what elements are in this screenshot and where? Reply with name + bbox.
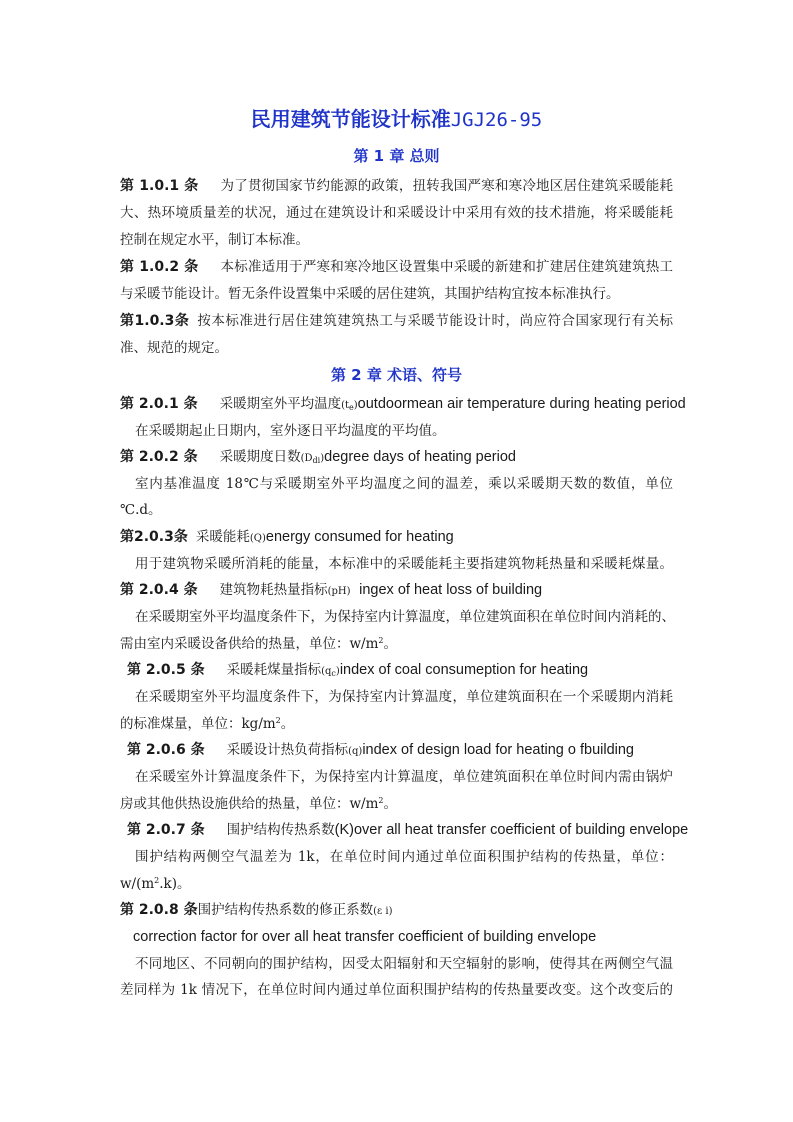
term-2-0-3	[120, 527, 673, 547]
article-label: 第 1.0.1 条	[120, 178, 199, 194]
term-2-0-1	[120, 394, 686, 414]
term-2-0-6-definition-line-2: 房或其他供热设施供给的热量，单位：$w/m^2$。	[120, 796, 397, 812]
term-2-0-6	[127, 740, 680, 760]
term-cn: 围护结构传热系数的修正系数	[197, 902, 374, 918]
term-2-0-4-definition: 在采暖期室外平均温度条件下，为保持室内计算温度，单位建筑面积在单位时间内消耗的、	[135, 609, 675, 625]
article-label: 第 2.0.1 条	[120, 396, 198, 412]
term-2-0-7-definition-line-2: $w/(m^2.k)$。	[120, 876, 191, 892]
term-2-0-5-definition: 在采暖期室外平均温度条件下，为保持室内计算温度，单位建筑面积在一个采暖期内消耗	[135, 689, 673, 705]
term-2-0-8-english	[133, 927, 686, 947]
term-2-0-3-definition: 用于建筑物采暖所消耗的能量，本标准中的采暖能耗主要指建筑物耗热量和采暖耗煤量。	[135, 556, 673, 572]
article-1-0-1	[120, 176, 673, 196]
term-cn: 建筑物耗热量指标	[219, 582, 328, 598]
term-2-0-5	[127, 660, 680, 680]
term-2-0-2	[120, 447, 673, 467]
term-cn: 围护结构传热系数	[226, 822, 335, 838]
term-symbol: (K)	[334, 822, 354, 838]
article-1-0-2	[120, 257, 673, 277]
article-label: 第 2.0.4 条	[120, 582, 198, 598]
term-2-0-5-definition-line-2: 的标准煤量，单位：$kg/m^2$。	[120, 716, 295, 732]
term-2-0-7	[127, 820, 687, 840]
article-label: 第 2.0.7 条	[127, 822, 205, 838]
term-cn: 采暖期度日数	[219, 449, 301, 465]
term-2-0-8-definition: 不同地区、不同朝向的围护结构，因受太阳辐射和天空辐射的影响，使得其在两侧空气温	[135, 956, 673, 972]
standard-code: JGJ26-95	[450, 109, 543, 131]
article-label: 第 1.0.2 条	[120, 259, 199, 275]
term-cn: 采暖能耗	[195, 529, 250, 545]
term-2-0-7-definition: 围护结构两侧空气温差为 1k，在单位时间内通过单位面积围护结构的传热量，单位：	[135, 849, 673, 865]
term-2-0-4-definition-line-2: 需由室内采暖设备供给的热量，单位：$w/m^2$。	[120, 636, 397, 652]
term-symbol: (Q)	[249, 533, 266, 544]
term-cn: 采暖设计热负荷指标	[226, 742, 349, 758]
article-1-0-3-line-2: 准、规范的规定。	[120, 340, 228, 356]
term-symbol: (pH)	[327, 586, 351, 597]
term-en: index of design load for heating o fbuilding	[362, 742, 634, 758]
article-1-0-2-line-2: 与采暖节能设计。暂无条件设置集中采暖的居住建筑，其围护结构宜按本标准执行。	[120, 286, 620, 302]
term-en: energy consumed for heating	[265, 529, 454, 545]
term-en: ingex of heat loss of building	[359, 582, 543, 598]
term-en: over all heat transfer coefficient of building envelope	[353, 822, 689, 838]
term-2-0-4	[120, 580, 673, 600]
title-text: 民用建筑节能设计标准	[250, 107, 451, 131]
term-cn: 采暖期室外平均温度	[219, 396, 342, 412]
term-symbol: $(t_e)$	[341, 400, 358, 412]
term-2-0-6-definition: 在采暖室外计算温度条件下，为保持室内计算温度，单位建筑面积在单位时间内需由锅炉	[135, 769, 673, 785]
article-label: 第1.0.3条	[120, 313, 190, 329]
article-1-0-1-line-2: 大、热环境质量差的状况，通过在建筑设计和采暖设计中采用有效的技术措施，将采暖能耗	[120, 205, 673, 221]
article-text: 本标准适用于严寒和寒冷地区设置集中采暖的新建和扩建居住建筑建筑热工	[220, 259, 674, 275]
term-en: correction factor for over all heat transfer coefficient of building envelope	[133, 929, 597, 945]
term-2-0-8-definition-line-2: 差同样为 1k 情况下，在单位时间内通过单位面积围护结构的传热量要改变。这个改变后的	[120, 982, 673, 998]
chapter-2-heading: 第 2 章 术语、符号	[330, 366, 463, 384]
article-1-0-1-line-3: 控制在规定水平，制订本标准。	[120, 232, 309, 248]
article-text: 为了贯彻国家节约能源的政策，扭转我国严寒和寒冷地区居住建筑采暖能耗	[220, 178, 674, 194]
term-cn: 采暖耗煤量指标	[226, 662, 322, 678]
term-en: degree days of heating period	[324, 449, 516, 465]
article-label: 第 2.0.6 条	[127, 742, 205, 758]
term-en: index of coal consumeption for heating	[339, 662, 589, 678]
chapter-1-heading: 第 1 章 总则	[353, 147, 440, 165]
term-symbol: $(q_c)$	[321, 666, 340, 678]
term-2-0-8	[120, 900, 673, 920]
term-2-0-2-definition: 室内基准温度 18℃与采暖期室外平均温度之间的温差，乘以采暖期天数的数值，单位	[135, 476, 673, 492]
term-2-0-1-definition: 在采暖期起止日期内，室外逐日平均温度的平均值。	[135, 423, 446, 439]
article-text: 按本标准进行居住建筑建筑热工与采暖节能设计时，尚应符合国家现行有关标	[197, 313, 673, 329]
term-symbol: (ε i)	[373, 906, 393, 917]
term-2-0-2-definition-line-2: ℃.d。	[120, 502, 162, 518]
article-1-0-3	[120, 311, 673, 331]
document-title	[0, 103, 793, 132]
article-label: 第 2.0.8 条	[120, 902, 198, 918]
article-label: 第 2.0.2 条	[120, 449, 198, 465]
term-symbol: $(D_{di})$	[300, 453, 325, 465]
article-label: 第 2.0.5 条	[127, 662, 205, 678]
article-label: 第2.0.3条	[120, 529, 188, 545]
term-symbol: (q)	[348, 746, 363, 757]
term-en: outdoormean air temperature during heating period	[357, 396, 686, 412]
